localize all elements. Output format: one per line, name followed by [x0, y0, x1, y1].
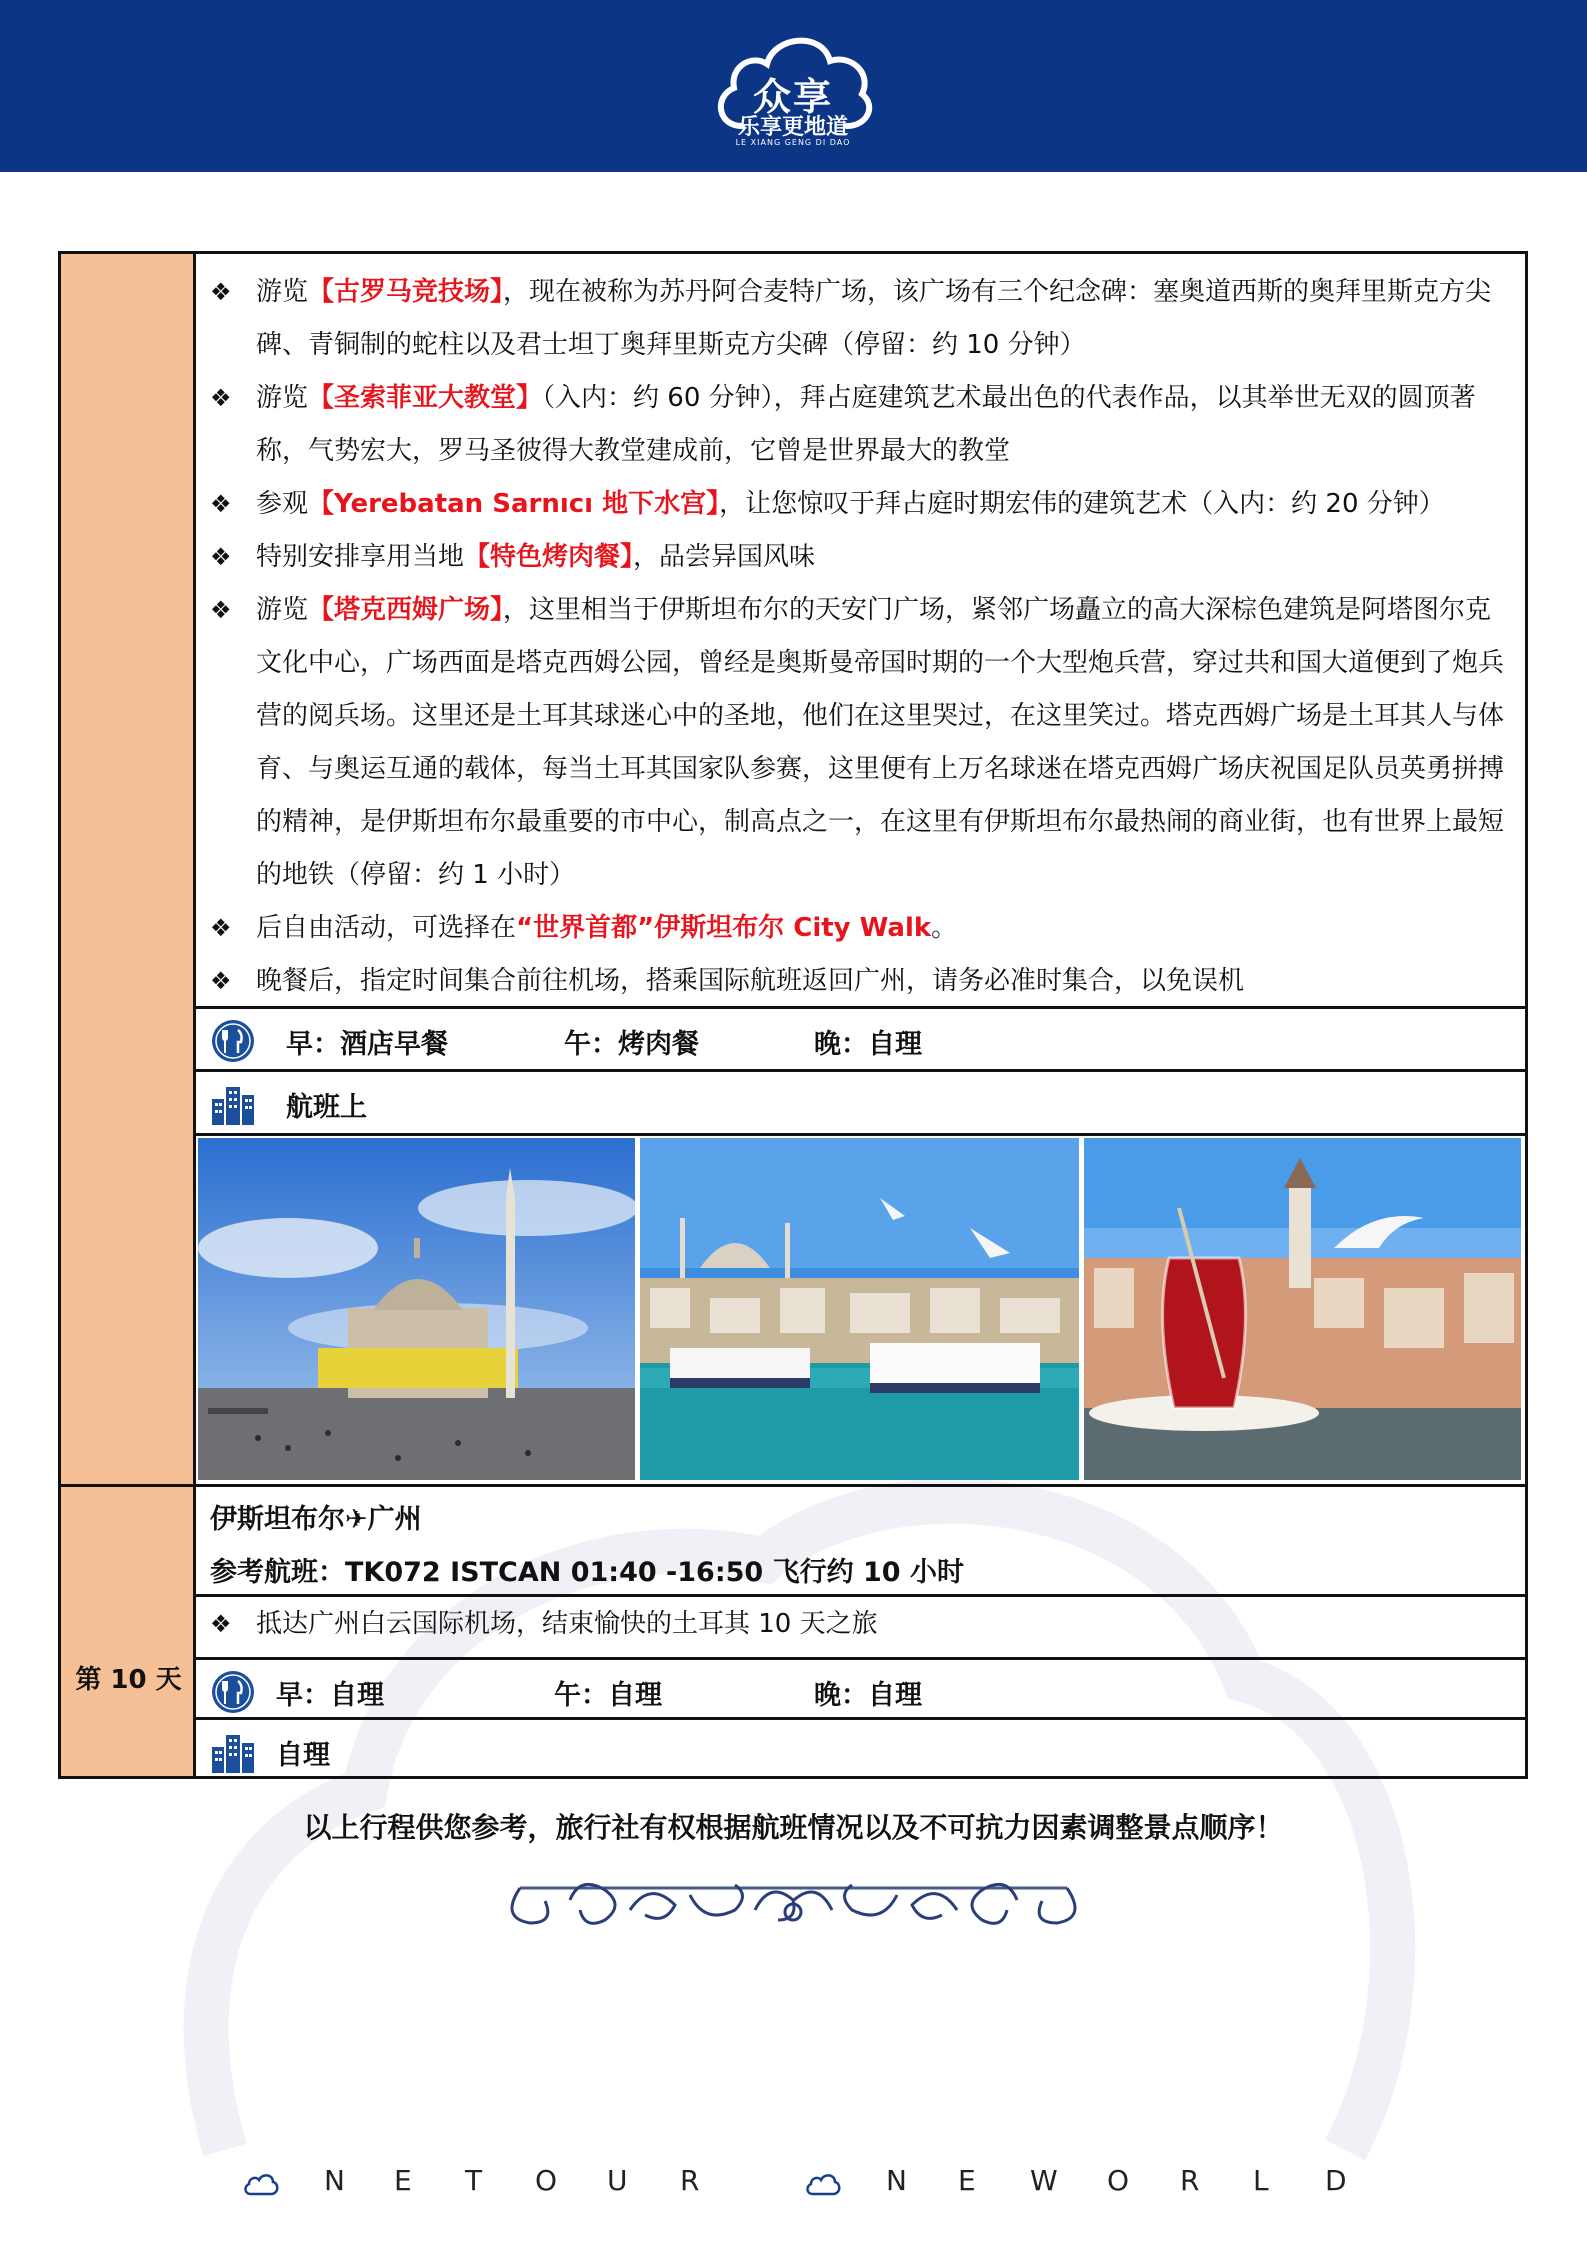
row-divider [196, 1484, 1525, 1487]
dinner-text: 晚：自理 [814, 1029, 922, 1060]
hotel-row [196, 1720, 1525, 1780]
day10-flight: 参考航班：TK072 ISTCAN 01:40 -16:50 飞行约 10 小时 [210, 1557, 964, 1588]
meals-row [196, 1009, 1525, 1069]
ornament-divider-icon [90, 1870, 1497, 1950]
footer-letter: O [535, 2164, 558, 2197]
list-item: 特别安排享用当地【特色烤肉餐】，品尝异国风味 [256, 542, 816, 572]
hotel-text: 航班上 [286, 1092, 367, 1123]
list-item: 参观【Yerebatan Sarnıcı 地下水宫】，让您惊叹于拜占庭时期宏伟的建筑艺术（入内：约 20 分钟） [256, 489, 1445, 519]
photo-strip [196, 1136, 1525, 1484]
bullet-icon: ❖ [210, 490, 232, 518]
footer-letter: W [1030, 2164, 1058, 2197]
bullet-icon: ❖ [210, 543, 232, 571]
logo-pinyin-text: LE XIANG GENG DI DAO [735, 138, 851, 147]
disclaimer-notice: 以上行程供您参考，旅行社有权根据航班情况以及不可抗力因素调整景点顺序！ [303, 1811, 1284, 1844]
highlight-text: 【塔克西姆广场】 [308, 595, 504, 625]
logo-sub-text: 乐享更地道 [737, 115, 848, 140]
day10-label: 第 10 天 [75, 1665, 182, 1695]
footer-tagline [0, 2164, 1587, 2204]
brand-logo [712, 26, 874, 154]
highlight-text: 【特色烤肉餐】 [464, 542, 634, 572]
hotel-row [196, 1072, 1525, 1132]
itinerary-table [58, 251, 1528, 1779]
day-column [61, 254, 196, 1776]
cloud-icon [243, 2172, 279, 2196]
footer-letter: L [1253, 2164, 1269, 2197]
list-item: 抵达广州白云国际机场，结束愉快的土耳其 10 天之旅 [256, 1609, 878, 1639]
breakfast-text: 早：酒店早餐 [286, 1029, 448, 1060]
footer-letter: U [607, 2164, 628, 2197]
lunch-text: 午：自理 [554, 1680, 662, 1711]
highlight-text: 【Yerebatan Sarnıcı 地下水宫】 [308, 489, 720, 519]
footer-letter: R [680, 2164, 700, 2197]
list-item: 游览【圣索菲亚大教堂】（入内：约 60 分钟），拜占庭建筑艺术最出色的代表作品，以其举世无双的圆顶著称，气势宏大，罗马圣彼得大教堂建成前，它曾是世界最大的教堂 [256, 383, 1476, 466]
lunch-text: 午：烤肉餐 [564, 1029, 699, 1060]
bullet-icon: ❖ [210, 1610, 232, 1638]
footer-letter: E [958, 2164, 976, 2197]
hotel-icon [210, 1081, 256, 1127]
cloud-icon [805, 2172, 841, 2196]
breakfast-text: 早：自理 [276, 1680, 384, 1711]
bosphorus-photo [640, 1138, 1079, 1480]
logo-main-text: 众享 [752, 75, 833, 119]
footer-letter: T [465, 2164, 483, 2197]
hotel-text: 自理 [276, 1740, 330, 1771]
list-item: 游览【塔克西姆广场】，这里相当于伊斯坦布尔的天安门广场，紧邻广场矗立的高大深棕色建筑是阿塔图尔克文化中心，广场西面是塔克西姆公园，曾经是奥斯曼帝国时期的一个大型炮兵营，穿过共和国大道便到了炮兵营的阅兵场。这里还是土耳其球迷心中的圣地，他们在这里哭过，在这里笑过。塔克西姆广场是土耳其人与体育、与奥运互通的载体，每当土耳其国家队参赛，这里便有上万名球迷在塔克西姆广场庆祝国足队员英勇拼搏的精神，是伊斯坦布尔最重要的市中心，制高点之一，在这里有伊斯坦布尔最热闹的商业街，也有世界上最短的地铁（停留：约 1 小时） [256, 595, 1505, 890]
dinner-text: 晚：自理 [814, 1680, 922, 1711]
footer-letter: N [324, 2164, 345, 2197]
page-header [0, 0, 1587, 172]
bullet-icon: ❖ [210, 967, 232, 995]
footer-letter: E [394, 2164, 412, 2197]
row-divider [196, 1594, 1525, 1597]
day10-route: 伊斯坦布尔✈广州 [210, 1504, 422, 1535]
highlight-text: “世界首都”伊斯坦布尔 City Walk [516, 913, 932, 943]
bullet-icon: ❖ [210, 384, 232, 412]
highlight-text: 【古罗马竞技场】 [308, 277, 504, 307]
footer-letter: O [1107, 2164, 1130, 2197]
list-item: 后自由活动，可选择在“世界首都”伊斯坦布尔 City Walk。 [256, 913, 958, 943]
bullet-icon: ❖ [210, 914, 232, 942]
turkish-tea-photo [1084, 1138, 1521, 1480]
bullet-icon: ❖ [210, 596, 232, 624]
highlight-text: 【圣索菲亚大教堂】 [308, 383, 543, 413]
meal-icon [210, 1669, 256, 1715]
meals-row [196, 1660, 1525, 1720]
footer-letter: N [886, 2164, 907, 2197]
bullet-icon: ❖ [210, 278, 232, 306]
meal-icon [210, 1018, 256, 1064]
footer-letter: R [1180, 2164, 1200, 2197]
footer-letter: D [1325, 2164, 1347, 2197]
list-item: 游览【古罗马竞技场】，现在被称为苏丹阿合麦特广场，该广场有三个纪念碑：塞奥道西斯的奥拜里斯克方尖碑、青铜制的蛇柱以及君士坦丁奥拜里斯克方尖碑（停留：约 10 分钟） [256, 277, 1492, 360]
day-divider [61, 1484, 196, 1487]
mosque-photo [198, 1138, 635, 1480]
list-item: 晚餐后，指定时间集合前往机场，搭乘国际航班返回广州，请务必准时集合，以免误机 [256, 966, 1245, 996]
hotel-icon [210, 1729, 256, 1775]
